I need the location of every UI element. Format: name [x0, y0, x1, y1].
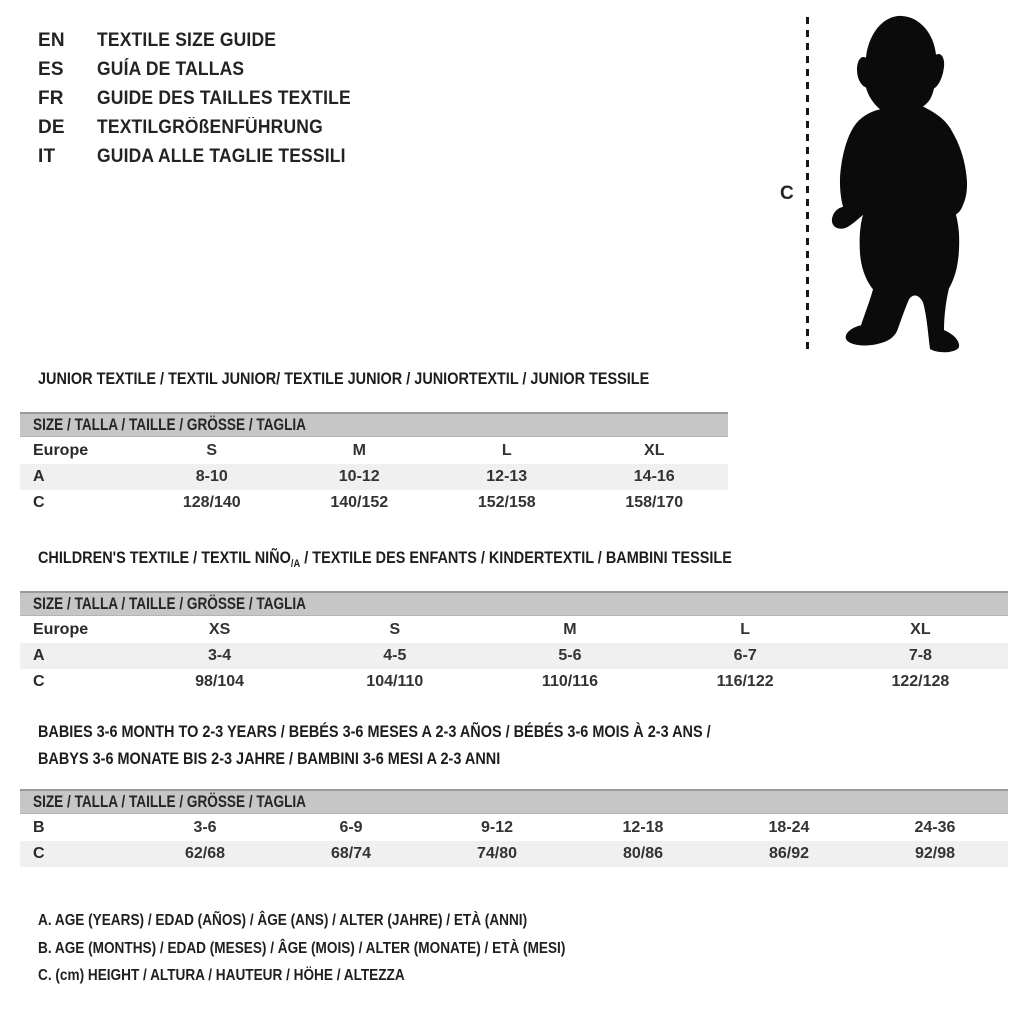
lang-code: ES — [38, 58, 64, 80]
lang-code: IT — [38, 145, 56, 167]
table-row — [20, 490, 728, 516]
table-row — [20, 464, 728, 490]
children-section-heading: CHILDREN'S TEXTILE / TEXTIL $NIÑO_{/A}$ / TEXTILE DES ENFANTS / KINDERTEXTIL / BAMBINI TESSILE — [38, 548, 732, 570]
size-value: M — [563, 621, 577, 638]
junior-section-heading: JUNIOR TEXTILE / TEXTIL JUNIOR/ TEXTILE JUNIOR / JUNIORTEXTIL / JUNIOR TESSILE — [38, 369, 650, 388]
month-value: 18-24 — [768, 819, 810, 836]
legend-footnotes — [38, 912, 658, 995]
table-row — [20, 643, 1008, 669]
height-value: 86/92 — [716, 841, 862, 867]
age-value: 6-7 — [658, 643, 833, 669]
month-value: 12-18 — [622, 819, 664, 836]
lang-code: EN — [38, 29, 65, 51]
table-row — [20, 438, 728, 464]
lang-label: TEXTILE SIZE GUIDE — [97, 29, 277, 51]
lang-label: GUIDA ALLE TAGLIE TESSILI — [97, 145, 346, 167]
height-value: 122/128 — [891, 673, 950, 690]
babies-size-table — [20, 789, 1008, 867]
age-value: 8-10 — [138, 464, 286, 490]
lang-row-en — [38, 26, 373, 55]
table-row — [20, 841, 1008, 867]
lang-row-it — [38, 142, 373, 171]
junior-size-table — [20, 412, 728, 516]
size-value: XL — [644, 442, 665, 459]
month-value: 3-6 — [193, 819, 217, 836]
height-value: 104/110 — [366, 673, 424, 690]
age-value: 4-5 — [307, 643, 482, 669]
size-value: M — [352, 442, 366, 459]
size-bar: SIZE / TALLA / TAILLE / GRÖSSE / TAGLIA — [20, 789, 1008, 814]
height-value: 74/80 — [424, 841, 570, 867]
row-label: Europe — [33, 442, 89, 459]
baby-silhouette-icon — [818, 10, 978, 358]
age-value: 14-16 — [581, 464, 729, 490]
footnote-b: B. AGE (MONTHS) / EDAD (MESES) / ÂGE (MOIS) / ALTER (MONATE) / ETÀ (MESI) — [38, 939, 566, 957]
height-value: 98/104 — [195, 673, 245, 690]
babies-section-heading: BABIES 3-6 MONTH TO 2-3 YEARS / BEBÉS 3-6 MESES A 2-3 AÑOS / BÉBÉS 3-6 MOIS À 2-3 ANS / BABYS 3-6 MONATE BIS 2-3 JAHRE / BAMBINI 3-6 MESI A 2-3 ANNI — [38, 722, 711, 768]
height-value: 62/68 — [132, 841, 278, 867]
table-row — [20, 815, 1008, 841]
size-value: S — [206, 442, 218, 459]
size-value: XS — [208, 621, 231, 638]
lang-code: DE — [38, 116, 65, 138]
height-value: 110/116 — [541, 673, 598, 690]
height-value: 140/152 — [330, 494, 389, 511]
size-bar: SIZE / TALLA / TAILLE / GRÖSSE / TAGLIA — [20, 412, 728, 437]
children-size-table — [20, 591, 1008, 695]
row-label: C — [20, 841, 132, 867]
row-label: C — [33, 673, 45, 690]
height-value: 152/158 — [477, 494, 536, 511]
row-label: B — [33, 819, 45, 836]
month-value: 9-12 — [480, 819, 514, 836]
height-value: 68/74 — [278, 841, 424, 867]
age-value: 3-4 — [132, 643, 307, 669]
height-measure-label: C — [780, 183, 794, 204]
lang-row-fr — [38, 84, 373, 113]
nino-a-subscript: /A — [290, 558, 301, 570]
row-label: A — [20, 464, 138, 490]
age-value: 10-12 — [286, 464, 434, 490]
month-value: 6-9 — [339, 819, 363, 836]
lang-label: GUÍA DE TALLAS — [97, 58, 245, 80]
footnote-c: C. (cm) HEIGHT / ALTURA / HAUTEUR / HÖHE / ALTEZZA — [38, 967, 405, 984]
age-value: 5-6 — [482, 643, 657, 669]
footnote-a: A. AGE (YEARS) / EDAD (AÑOS) / ÂGE (ANS) / ALTER (JAHRE) / ETÀ (ANNI) — [38, 912, 528, 929]
language-list — [38, 26, 373, 171]
size-value: S — [389, 621, 401, 638]
row-label: Europe — [33, 621, 89, 638]
height-value: 128/140 — [182, 494, 241, 511]
table-row — [20, 669, 1008, 695]
size-bar: SIZE / TALLA / TAILLE / GRÖSSE / TAGLIA — [20, 591, 1008, 616]
lang-label: TEXTILGRÖßENFÜHRUNG — [97, 116, 323, 138]
lang-label: GUIDE DES TAILLES TEXTILE — [97, 87, 351, 109]
row-label: C — [33, 494, 45, 511]
height-measure-dotted-line — [806, 17, 809, 353]
height-value: 80/86 — [570, 841, 716, 867]
month-value: 24-36 — [914, 819, 956, 836]
height-value: 92/98 — [862, 841, 1008, 867]
lang-row-de — [38, 113, 373, 142]
table-row — [20, 617, 1008, 643]
size-value: XL — [910, 621, 931, 638]
age-value: 7-8 — [833, 643, 1008, 669]
size-value: L — [501, 442, 512, 459]
lang-row-es — [38, 55, 373, 84]
lang-code: FR — [38, 87, 64, 109]
row-label: A — [20, 643, 132, 669]
age-value: 12-13 — [433, 464, 581, 490]
size-value: L — [740, 621, 751, 638]
height-value: 158/170 — [625, 494, 684, 511]
height-value: 116/122 — [716, 673, 774, 690]
